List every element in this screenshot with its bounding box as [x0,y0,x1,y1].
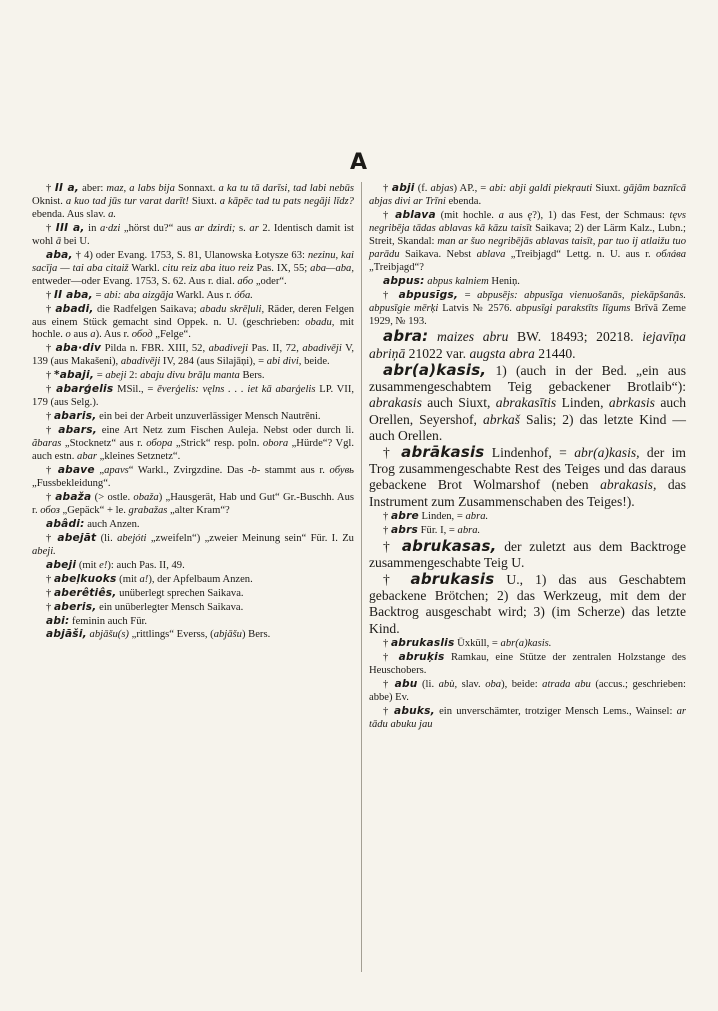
entry-text: † [383,183,392,194]
entry-example: abrakasītis [495,395,557,411]
entry-text: 1) (auch in der Bed. „ein aus zusammengeschabtem Teig gebackener Brotlaib“): [369,362,686,395]
dictionary-entry [369,328,686,361]
entry-text: † [383,705,395,717]
entry-example: abpus kalniem [427,275,489,287]
entry-headword: abruķis [398,650,445,663]
entry-headword: II aba, [53,288,93,301]
entry-text: † [46,343,56,355]
entry-text: † [383,651,399,663]
entry-text: „alter Kram“? [167,504,230,516]
entry-text: auch Orellen, Seyershof, [369,395,687,427]
entry-text: „Gepäck“ + le. [59,504,129,516]
entry-example: oba [485,678,502,690]
entry-example: обод [131,329,153,341]
dictionary-entry [32,182,354,222]
entry-example: abar [77,451,98,463]
entry-text: (li. [96,532,118,544]
entry-headword: abeļkuoks [53,572,117,585]
entry-text: mit hochle. [32,316,355,341]
entry-text: Für. I, = [418,524,458,536]
entry-text: auch Siuxt, [421,395,496,411]
dictionary-entry [32,518,354,532]
entry-example: a ka tu tā darīsi, tad labi nebūs [218,183,355,194]
entry-text: 2. Identisch damit ist wohl [32,222,355,247]
entry-text: (accus.; geschrieben: abbe) Ev. [369,678,686,703]
entry-text: Oknist. [32,195,66,207]
dictionary-entry [369,275,686,289]
entry-example: abrkasis [608,395,655,411]
entry-headword: abi: [46,614,70,627]
entry-text: entweder—oder Evang. 1753, S. 62. Aus r. dial. [32,275,238,287]
entry-headword: aberis, [53,600,97,613]
entry-text: ): auch Pas. II, 49. [107,559,185,571]
entry-text: † 4) oder Evang. 1753, S. 81, Ulanowska Łotysze 63: [72,249,308,261]
entry-text: ), beide: [501,678,543,690]
dictionary-entry [32,289,354,303]
entry-text: Bers. [239,370,265,382]
entry-example: abadivēji [302,343,342,355]
dictionary-entry [32,615,354,629]
column-divider [361,182,362,972]
entry-example: nezinu, kai sacīja — tai aba citaiž [32,249,354,274]
entry-example: ā [55,235,62,247]
entry-example: або [237,275,254,287]
entry-headword: abr(a)kasis, [383,360,487,379]
entry-text: der zuletzt aus dem Backtroge zusammengeschabte Teig U. [369,538,687,570]
entry-text: ebenda. Aus slav. [32,208,109,220]
entry-text: (li. [417,678,439,690]
entry-text: † [383,678,395,690]
entry-example: ēverģelis: vęlns . . . iet kā abarģelis [157,384,316,396]
entry-text: „rittlings“ Everss, ( [128,629,214,641]
entry-example: obadu, [305,316,335,328]
entry-text: MSil., = [113,384,158,396]
entry-example: обувь [329,465,354,477]
entry-example: abù, [438,678,458,690]
entry-text: aus [70,329,91,341]
entry-example: maz, a labs bija [106,183,175,194]
dictionary-entry [369,678,686,705]
dictionary-entry [32,464,354,491]
entry-text: ?), 1) das Fest, der Schmaus: [532,209,670,221]
entry-text: Saikava. Nebst [399,248,477,260]
entry-example: maizes abru [437,329,509,345]
entry-headword: aba·div [55,342,102,355]
entry-text: eine Art Netz zum Fischen Auleja. Nebst oder durch li. [96,425,354,437]
dictionary-entry [369,538,686,571]
entry-example: tęvs negribēja tādas ablavas kā kāzu taisīt [369,209,686,234]
left-column [32,182,354,642]
entry-headword: abu [394,677,418,690]
entry-text: der im Trog zusammengeschabte Rest des Teiges und das daraus gebackene Brot Wolmarshof (neben [369,444,686,493]
entry-text: (mit hochle. [435,209,499,221]
entry-text: ) Bers. [241,629,271,641]
entry-example: abrkaš [482,411,520,427]
entry-headword: abeji [46,558,77,571]
entry-text: ) AP., = [453,183,490,194]
entry-example: augsta abra [469,345,535,361]
entry-example: abrakasis, [600,477,657,493]
entry-text: Ramkau, eine Stütze der zentralen Holzstange des Heuschobers. [369,651,686,676]
dictionary-entry [369,362,686,444]
entry-example: abr(a)kasis. [500,637,552,649]
dictionary-entry [32,410,354,424]
entry-example: a kāpēc tad tu pats negāji līdz? [219,195,354,207]
entry-text: Warkl. Aus r. [173,289,235,301]
entry-example: abeji [105,370,127,382]
entry-text: † [46,491,56,503]
entry-example: abadivēji [120,356,161,368]
entry-text: = [94,370,106,382]
entry-text: Brīvā Zeme 1929, № 193. [369,302,686,327]
entry-example: abi: aba aizgāja [104,289,174,301]
entry-text: Lindenhof, = [484,444,575,460]
entry-text: in [84,222,100,234]
entry-text: Linden, [556,395,609,411]
dictionary-entry [369,524,686,538]
entry-example: e! [99,559,108,571]
entry-text: Siuxt. [592,183,624,194]
entry-headword: abrukasas, [401,536,497,555]
entry-text: Saikava; 2) der Lärm Kalz., Lubn.; Streit, Skandal: [369,222,686,247]
entry-headword: abarģelis [56,383,114,396]
entry-text: † [46,573,54,585]
dictionary-entry [369,510,686,524]
entry-text: auch Anzen. [84,518,140,530]
entry-headword: III a, [55,221,85,234]
entry-headword: abjāši, [46,628,87,641]
entry-text: V, 139 (aus Makašeni), [32,343,355,368]
entry-example: abjas [430,183,454,194]
entry-text: † [46,465,58,477]
entry-headword: abji [391,182,415,194]
entry-example: grabažas [128,504,168,516]
entry-example: abadiveji [208,343,249,355]
dictionary-entry [32,249,354,289]
entry-text: † [46,425,59,437]
entry-text: „Felge“. [152,329,191,341]
entry-headword: abra: [383,327,429,346]
dictionary-entry [369,289,686,329]
entry-example: -b- [247,465,261,477]
dictionary-entry [369,571,686,637]
entry-text: = [92,289,105,301]
entry-example: abjāšu [213,629,242,641]
entry-text: † [46,411,54,423]
entry-example: gājām baznīcā abjas divi ar Trīni [369,183,687,207]
entry-text: „oder“. [253,275,287,287]
entry-example: abeji. [32,545,56,557]
entry-headword: abrs [390,523,419,536]
entry-text: (f. [414,183,431,194]
entry-text: Heniņ. [488,275,520,287]
entry-text: Salis; 2) das letzte Kind — auch Orellen. [369,411,686,443]
entry-text: † [46,384,57,396]
entry-headword: ablava [395,208,436,221]
entry-headword: abâdi: [46,517,85,530]
dictionary-entry [32,369,354,383]
dictionary-entry [32,222,354,249]
entry-text: † [383,637,391,649]
entry-text: „kleines Setznetz“. [97,451,181,463]
entry-text: unüberlegt sprechen Saikava. [116,587,244,599]
entry-example: o [65,329,71,341]
entry-text: „Strick“ resp. poln. [172,438,263,450]
entry-example: atrada abu [542,678,591,690]
entry-text: (mit [116,573,140,585]
entry-text: „hörst du?“ aus [120,222,195,234]
entry-text: = [458,289,478,301]
dictionary-entry [369,651,686,678]
entry-text: † [46,183,55,194]
entry-headword: abaris, [53,410,97,423]
entry-example: ãbaras [32,438,62,450]
entry-text [428,329,437,344]
entry-example: aba—aba, [310,262,355,274]
entry-text: LP. VII, 179 (aus Selg.). [32,384,355,409]
entry-example: óба. [234,289,253,301]
entry-example: ę [527,209,533,221]
entry-text: „Treibjagd“ Lettg. n. U. aus r. [505,248,657,260]
entry-example: abrakasis [369,395,422,411]
entry-headword: *abaji, [53,369,95,382]
dictionary-entry [32,383,354,410]
entry-example: abjāšu(s) [89,629,129,641]
entry-text: Linden, = [418,510,466,522]
entry-text: † [383,572,411,588]
entry-text: Pas. II, 72, [248,343,303,355]
entry-example: облáва [656,248,686,260]
entry-example: a [498,209,504,221]
entry-text: „Treibjagd“? [369,261,424,273]
dictionary-entry [369,705,686,732]
entry-example: abpusīgi parakstīts līgums [515,302,631,314]
section-letter: A [349,150,369,175]
entry-example: abra. [457,524,481,536]
entry-text: ) „Hausgerät, Hab und Gut“ Gr.-Buschh. Aus r. [32,491,354,516]
entry-headword: abpus: [383,274,425,287]
entry-headword: abrākasis [401,442,485,461]
entry-example: abpusējs: abpusīga vienuošanās, piekāpšanās. abpusīgie mērķi [369,289,686,314]
entry-example: abadu skrēļuli, [199,303,265,315]
entry-text: BW. 18493; 20218. [508,329,643,345]
entry-text: ein unverschämter, trotziger Mensch Lems., Wainsel: [434,705,677,717]
entry-example: ablava [476,248,506,260]
entry-text: aus [503,209,528,221]
dictionary-entry [369,182,686,209]
entry-headword: abre [390,509,419,522]
entry-text: † [383,209,396,221]
entry-example: abr(a)kasis, [574,444,640,460]
entry-example: abi divi, [266,356,302,368]
entry-example: a·dzi [100,222,121,234]
entry-text: † [46,289,54,301]
entry-text: beide. [301,356,330,368]
entry-text: IV, 284 (aus Silajāņi), = [160,356,267,368]
entry-text: ). Aus r. [95,329,132,341]
dictionary-entry [369,637,686,651]
entry-example: ar [249,222,259,234]
entry-headword: aberêtiês, [53,586,117,599]
entry-text: Räder, deren Felgen aus einem Stück gemacht sind Oppek. n. U. (geschrieben: [32,303,354,328]
dictionary-entry [32,573,354,587]
entry-example: обора [146,438,173,450]
entry-text: † [46,587,54,599]
entry-text: † [46,370,54,382]
entry-text: † [383,524,391,536]
entry-text: Warkl. [128,262,163,274]
entry-text: Pilda n. FBR. XIII, 52, [101,343,209,355]
entry-example: a [90,329,96,341]
entry-text: Sonnaxt. [174,183,219,194]
entry-text: † [46,303,56,315]
entry-text: „Hürde“? Vgl. auch estn. [32,438,354,463]
entry-text: slav. [457,678,486,690]
entry-text: Siuxt. [188,195,220,207]
entry-text: s. [235,222,250,234]
entry-headword: abrukaslis [390,636,455,649]
entry-headword: abrukasis [410,570,495,589]
entry-example: a kuo tad jūs tur varat darīt! [65,195,189,207]
entry-text: † [383,444,402,460]
entry-text: „zweifeln“) „zweier Meinung sein“ Für. I. Zu [146,532,354,544]
entry-text: † [383,289,399,301]
entry-headword: aba, [46,248,73,261]
dictionary-entry [32,628,354,642]
entry-text: ), der Apfelbaum Anzen. [148,573,253,585]
entry-text: (> ostle. [91,491,134,503]
entry-text: Pas. IX, 55; [253,262,311,274]
dictionary-entry [32,424,354,464]
dictionary-entry [32,532,354,559]
entry-headword: abuks, [394,704,435,717]
entry-text: bei U. [61,235,90,247]
entry-headword: abadi, [55,302,94,315]
entry-text: stammt aus r. [260,465,330,477]
entry-text: † [46,601,54,613]
entry-headword: abpusīgs, [398,288,459,301]
entry-text: 21440. [534,345,576,361]
dictionary-entry [32,491,354,518]
entry-example: a. [108,208,117,220]
entry-text: aber: [79,183,107,194]
entry-example: обоз [40,504,60,516]
entry-text: ein unüberlegter Mensch Saikava. [96,601,244,613]
dictionary-entry [32,303,354,343]
entry-example: obaža [133,491,159,503]
entry-text: † [383,510,391,522]
entry-text: das Instrument zum Zusammenschaben des Teiges!). [369,477,686,509]
entry-example: abi: abji galdi piekŗauti [489,183,593,194]
dictionary-entry [32,342,354,369]
entry-text: Latvis № 2576. [438,302,516,314]
entry-example: iejavīņa abriņā [369,329,686,361]
entry-example: a! [139,573,149,585]
entry-example: citu reiz aba ituo reiz [162,262,254,274]
entry-text: „ [94,465,105,477]
dictionary-entry [32,559,354,573]
entry-example: abaju divu brāļu manta [140,370,240,382]
entry-text: „Fussbekleidung“. [32,477,111,489]
right-column [369,182,686,732]
dictionary-entry [369,444,686,510]
entry-example: abra. [465,510,489,522]
entry-text: ein bei der Arbeit unzuverlässiger Mensch Nautrēni. [96,411,321,423]
entry-text: 2: [126,370,141,382]
entry-text: U., 1) das aus Geschabtem gebackene Brötchen; 2) das Werkzeug, mit dem der Backtrog ausgeschabt wird; 3) (im Scherze) das letzte Kind. [369,572,686,636]
entry-text: † [46,532,58,544]
entry-headword: abars, [58,424,97,437]
entry-text: die Radfelgen Saikava; [93,303,200,315]
entry-example: ar dzirdi; [194,222,236,234]
entry-example: apavs [104,465,129,477]
entry-text: Üxküll, = [454,637,501,649]
entry-example: obora [262,438,289,450]
entry-text: 21022 var. [405,345,470,361]
entry-headword: abejāt [57,531,97,544]
entry-headword: II a, [54,182,80,194]
entry-headword: abaža [55,490,92,503]
entry-example: ar tādu abuku jau [369,705,686,730]
entry-text: (mit [76,559,100,571]
entry-text: † [383,538,402,554]
dictionary-entry [369,209,686,275]
entry-text: † [46,222,56,234]
entry-text: ebenda. [445,195,482,207]
entry-text: „Stocknetz“ aus r. [61,438,147,450]
entry-example: man ar šuo negribējās ablavas taisīt, par tuo ij atlaižu tuo parādu [369,235,686,260]
dictionary-entry [32,601,354,615]
entry-example: abejóti [117,532,147,544]
entry-headword: abave [57,464,95,477]
entry-text: feminin auch Für. [69,615,148,627]
entry-text: “ Warkl., Zvirgzdine. Das [128,465,248,477]
dictionary-entry [32,587,354,601]
